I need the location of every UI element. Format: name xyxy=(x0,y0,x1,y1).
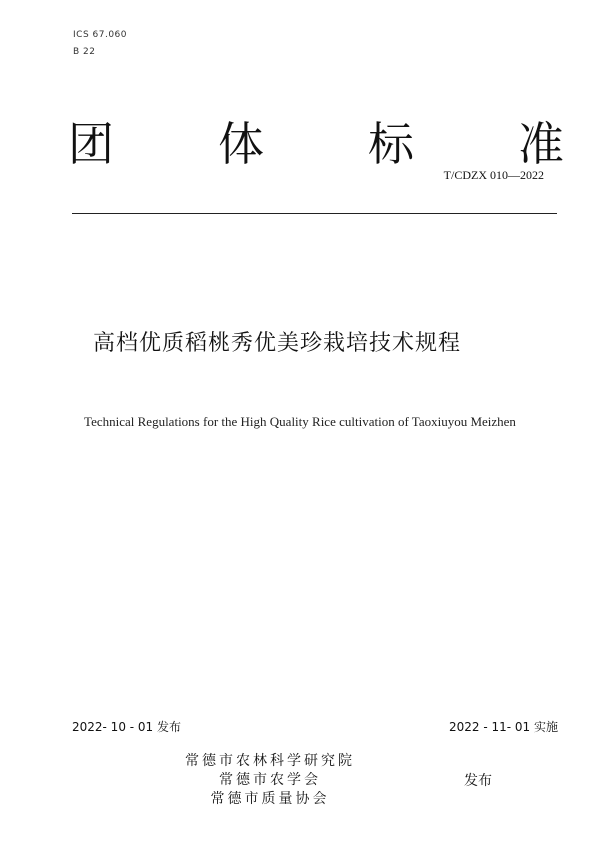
document-title-en: Technical Regulations for the High Quality Rice cultivation of Taoxiuyou Meizhen xyxy=(84,414,516,429)
standard-type-title xyxy=(68,116,564,172)
title-char-4: 准 xyxy=(518,117,564,171)
standard-number: T/CDZX 010—2022 xyxy=(443,168,544,182)
publish-date: 2022- 10 - 01 发布 xyxy=(72,720,181,734)
title-char-1: 团 xyxy=(68,117,114,171)
issuer-3: 常德市质量协会 xyxy=(210,791,330,807)
ics-code: ICS 67.060 xyxy=(73,30,128,40)
title-char-3: 标 xyxy=(368,117,414,171)
implement-date: 2022 - 11- 01 实施 xyxy=(449,720,558,734)
issuer-1: 常德市农林科学研究院 xyxy=(185,753,355,769)
issuer-list xyxy=(150,752,390,809)
issuer-2: 常德市农学会 xyxy=(219,772,321,788)
header-divider xyxy=(72,213,557,214)
issue-label: 发布 xyxy=(464,773,492,789)
ccs-code: B 22 xyxy=(73,47,96,57)
title-char-2: 体 xyxy=(218,117,264,171)
document-title-cn: 高档优质稻桃秀优美珍栽培技术规程 xyxy=(93,331,462,356)
